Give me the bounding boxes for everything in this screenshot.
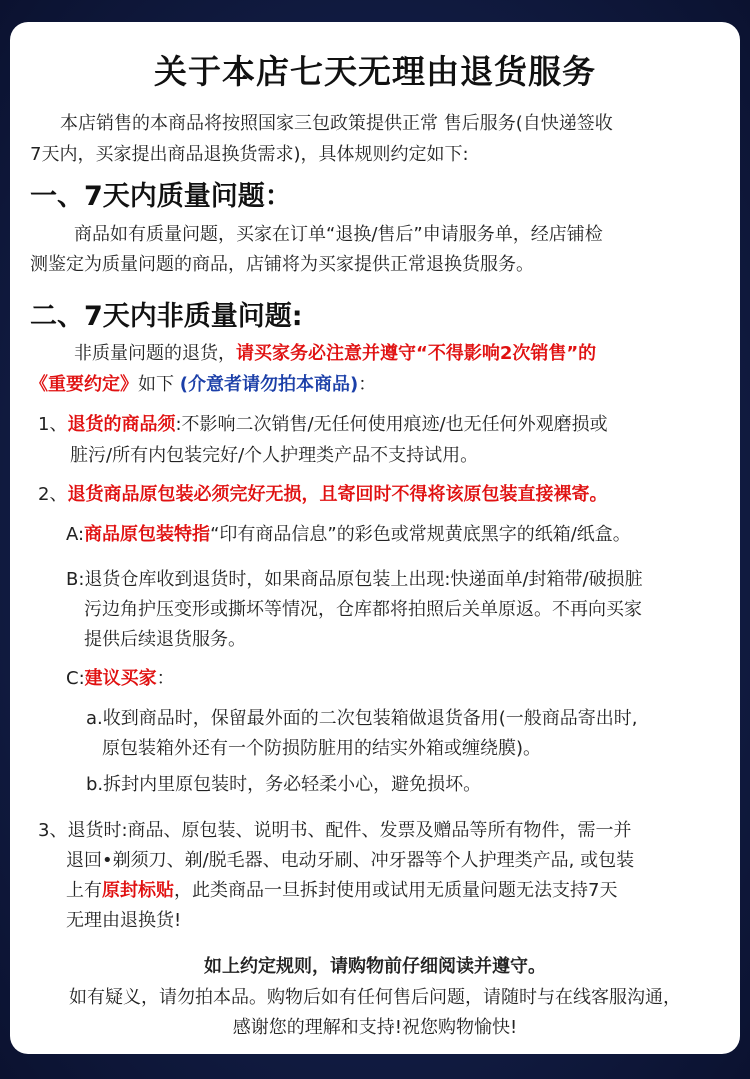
item-a-red: 商品原包装特指	[84, 524, 211, 545]
item-2-red: 退货商品原包装必须完好无损，且寄回时不得将该原包装直接裸寄。	[67, 484, 608, 505]
footer-line-3: 感谢您的理解和支持!祝您购物愉快!	[232, 1017, 518, 1038]
item-b-line-3: 提供后续退货服务。	[84, 629, 246, 650]
intro-line-2: 7天内，买家提出商品退换货需求)，具体规则约定如下:	[30, 144, 469, 165]
item-c-red: 建议买家	[84, 668, 157, 689]
item-c-a-line-2: 原包装箱外还有一个防损防脏用的结实外箱或缠绕膜)。	[102, 738, 542, 759]
intro-red-text: 请买家务必注意并遵守“不得影响2次销售”的	[236, 343, 597, 364]
item-1-text: :不影响二次销售/无任何使用痕迹/也无任何外观磨损或	[175, 414, 608, 435]
intro-text-c: ：	[358, 374, 377, 395]
page-title: 关于本店七天无理由退货服务	[154, 52, 596, 91]
item-c-label: C:	[66, 668, 85, 689]
item-3-line-4: 无理由退换货!	[66, 910, 182, 931]
item-a-text: “印有商品信息”的彩色或常规黄底黑字的纸箱/纸盒。	[210, 524, 631, 545]
section-1-line-2: 测鉴定为质量问题的商品，店铺将为买家提供正常退换货服务。	[30, 254, 534, 275]
policy-card	[10, 22, 740, 1054]
intro-blue-text: (介意者请勿拍本商品)	[179, 374, 359, 395]
item-3-line-2: 退回•剃须刀、剃/脱毛器、电动牙刷、冲牙器等个人护理类产品, 或包装	[66, 850, 635, 871]
item-1-line-1	[38, 409, 608, 440]
item-1-red: 退货的商品须	[67, 414, 176, 435]
section-2-intro-1	[74, 338, 596, 369]
intro-text-b: 如下	[138, 374, 174, 395]
item-1-number: 1、	[38, 414, 68, 435]
item-2-number: 2、	[38, 484, 68, 505]
footer-bold: 如上约定规则，请购物前仔细阅读并遵守。	[204, 956, 546, 977]
item-c-a-line-1: a.收到商品时，保留最外面的二次包装箱做退货备用(一般商品寄出时,	[86, 708, 638, 729]
footer-line-2: 如有疑义，请勿拍本品。购物后如有任何售后问题，请随时与在线客服沟通，	[69, 987, 681, 1008]
item-c-colon: ：	[156, 668, 175, 689]
section-2-intro-2	[30, 369, 376, 400]
item-3-text-a: 上有	[66, 880, 102, 901]
item-c	[66, 663, 175, 694]
item-b-line-1: B:退货仓库收到退货时，如果商品原包装上出现:快递面单/封箱带/破损脏	[66, 569, 643, 590]
item-3-line-3	[66, 875, 617, 906]
item-a-label: A:	[66, 524, 85, 545]
section-1-line-1: 商品如有质量问题，买家在订单“退换/售后”申请服务单，经店铺检	[74, 224, 603, 245]
intro-line-1: 本店销售的本商品将按照国家三包政策提供正常 售后服务(自快递签收	[60, 113, 613, 134]
item-1-line-2: 脏污/所有内包装完好/个人护理类产品不支持试用。	[70, 445, 479, 466]
item-2	[38, 479, 607, 510]
item-a	[66, 519, 631, 550]
item-3-text-b: ，此类商品一旦拆封使用或试用无质量问题无法支持7天	[174, 880, 618, 901]
intro-text: 非质量问题的退货，	[74, 343, 236, 364]
important-agreement: 《重要约定》	[30, 374, 138, 395]
item-b-line-2: 污边角护压变形或撕坏等情况，仓库都将拍照后关单原返。不再向买家	[84, 599, 642, 620]
section-2-heading: 二、7天内非质量问题:	[30, 301, 303, 332]
item-3-red: 原封标贴	[102, 880, 174, 901]
item-3-line-1: 3、退货时:商品、原包装、说明书、配件、发票及赠品等所有物件，需一并	[38, 820, 632, 841]
item-c-b: b.拆封内里原包装时，务必轻柔小心，避免损坏。	[86, 774, 482, 795]
section-1-heading: 一、7天内质量问题：	[30, 181, 292, 212]
